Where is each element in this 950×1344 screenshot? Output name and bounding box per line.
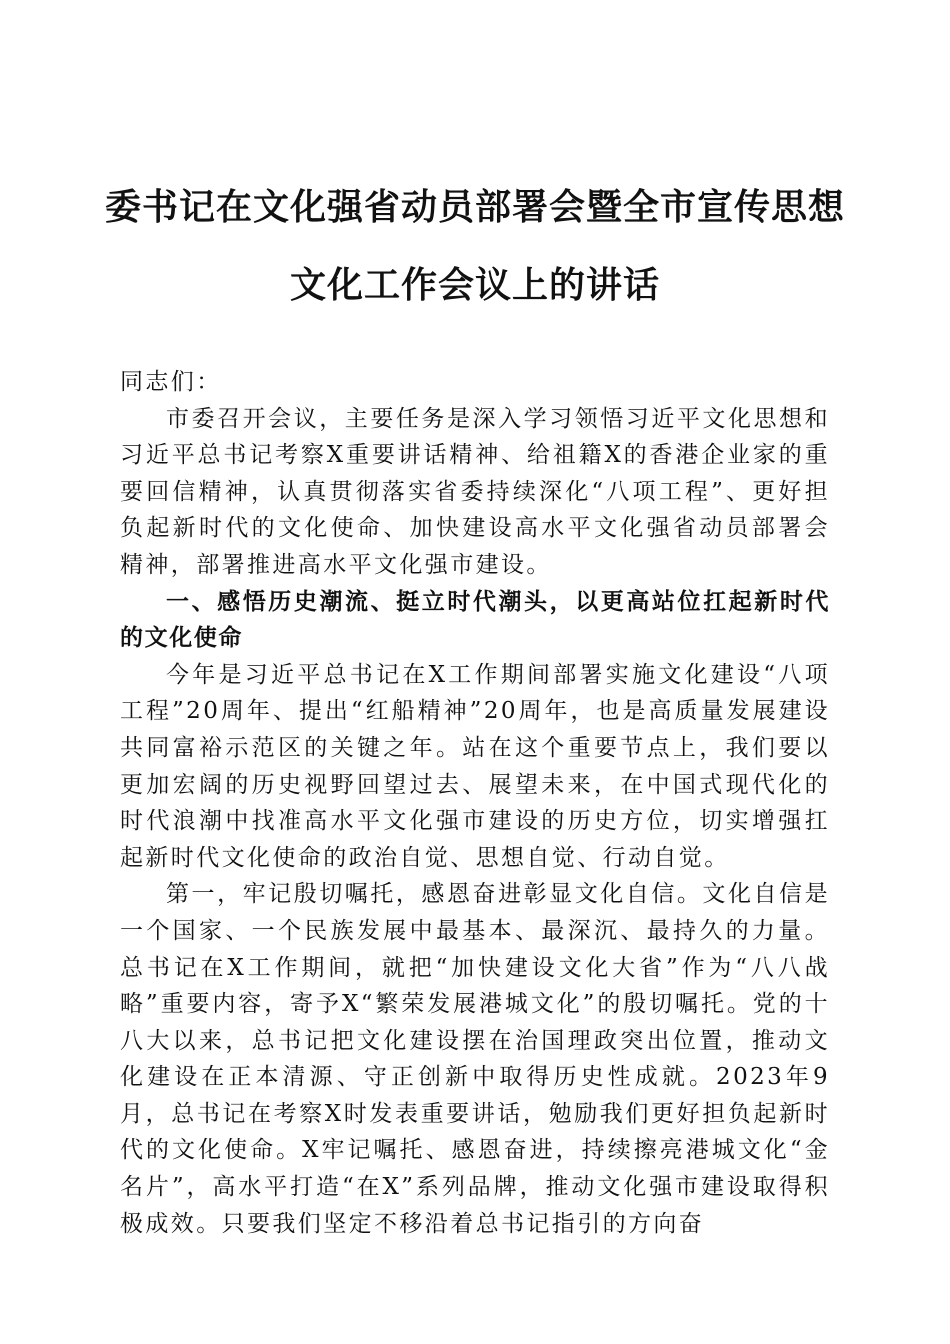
title-line-2: 文化工作会议上的讲话 <box>289 264 660 306</box>
section-heading-1: 一、感悟历史潮流、挺立时代潮头，以更高站位扛起新时代的文化使命 <box>120 588 830 652</box>
paragraph-section-1-intro: 今年是习近平总书记在X工作期间部署实施文化建设“八项工程”20周年、提出“红船精神”20周年，也是高质量发展建设共同富裕示范区的关键之年。站在这个重要节点上，我们要以更加宏阔的历史视野回望过去、展望未来，在中国式现代化的时代浪潮中找准高水平文化强市建设的历史方位，切实增强扛起新时代文化使命的政治自觉、思想自觉、行动自觉。 <box>120 661 830 871</box>
title-line-1: 委书记在文化强省动员部署会暨全市宣传思想 <box>104 186 845 228</box>
paragraph-point-1: 第一，牢记殷切嘱托，感恩奋进彰显文化自信。文化自信是一个国家、一个民族发展中最基本、最深沉、最持久的力量。总书记在X工作期间，就把“加快建设文化大省”作为“八八战略”重要内容，寄予X“繁荣发展港城文化”的殷切嘱托。党的十八大以来，总书记把文化建设摆在治国理政突出位置，推动文化建设在正本清源、守正创新中取得历史性成就。2023年9月，总书记在考察X时发表重要讲话，勉励我们更好担负起新时代的文化使命。X牢记嘱托、感恩奋进，持续擦亮港城文化“金名片”，高水平打造“在X”系列品牌，推动文化强市建设取得积极成效。只要我们坚定不移沿着总书记指引的方向奋 <box>120 881 830 1237</box>
document-body <box>120 364 830 1242</box>
paragraph-intro: 市委召开会议，主要任务是深入学习领悟习近平文化思想和习近平总书记考察X重要讲话精神、给祖籍X的香港企业家的重要回信精神，认真贯彻落实省委持续深化“八项工程”、更好担负起新时代的文化使命、加快建设高水平文化强省动员部署会精神，部署推进高水平文化强市建设。 <box>120 405 830 578</box>
document-title <box>100 168 850 324</box>
salutation: 同志们： <box>120 369 222 395</box>
